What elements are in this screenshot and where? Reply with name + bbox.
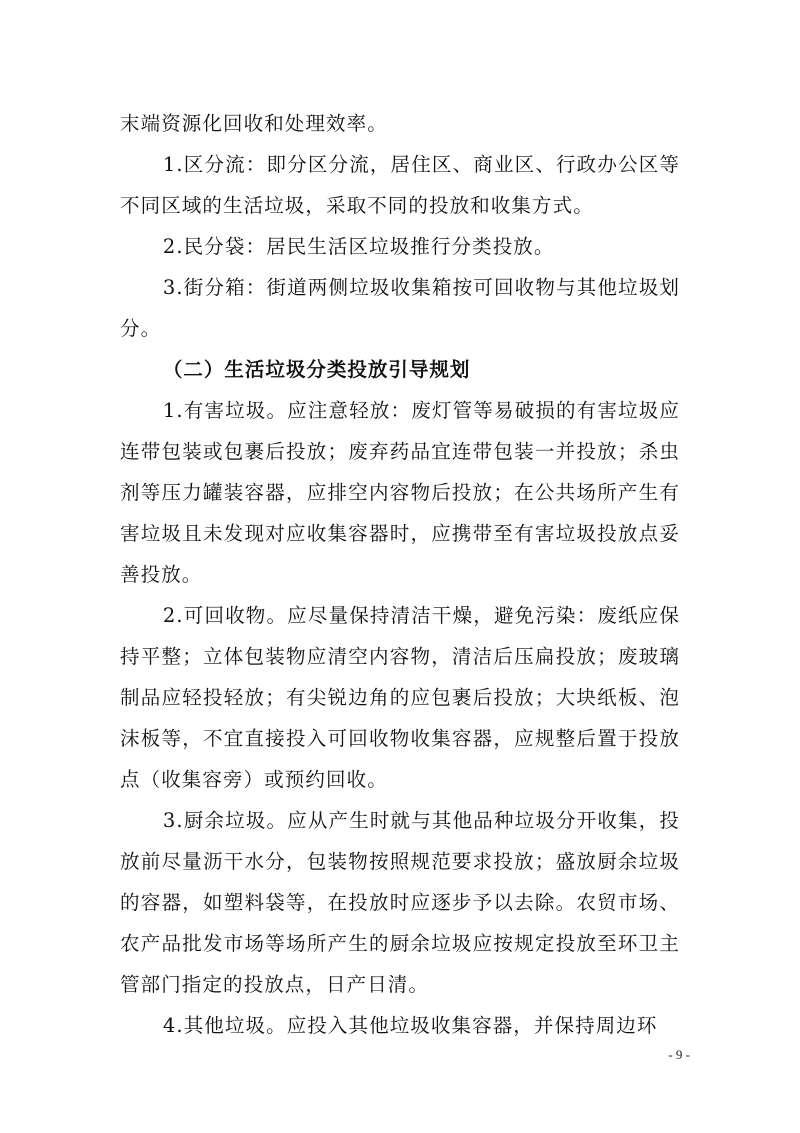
section-heading: （二）生活垃圾分类投放引导规划 xyxy=(162,358,471,381)
paragraph-street-bins: 3.街分箱：街道两侧垃圾收集箱按可回收物与其他垃圾划分。 xyxy=(120,276,680,340)
paragraph-continuation: 末端资源化回收和处理效率。 xyxy=(120,112,388,135)
page-number: - 9 - xyxy=(668,1047,690,1062)
paragraph-other-waste: 4.其他垃圾。应投入其他垃圾收集容器，并保持周边环 xyxy=(162,1014,658,1037)
paragraph-district-diversion: 1.区分流：即分区分流，居住区、商业区、行政办公区等不同区域的生活垃圾，采取不同的投放和收集方式。 xyxy=(120,153,680,217)
paragraph-household-bagging: 2.民分袋：居民生活区垃圾推行分类投放。 xyxy=(162,235,555,258)
body-text xyxy=(120,103,680,1046)
paragraph-hazardous-waste: 1.有害垃圾。应注意轻放：废灯管等易破损的有害垃圾应连带包装或包裹后投放；废弃药品宜连带包装一并投放；杀虫剂等压力罐装容器，应排空内容物后投放；在公共场所产生有害垃圾且未发现对应收集容器时，应携带至有害垃圾投放点妥善投放。 xyxy=(120,399,680,586)
paragraph-recyclables: 2.可回收物。应尽量保持清洁干燥，避免污染：废纸应保持平整；立体包装物应清空内容物，清洁后压扁投放；废玻璃制品应轻投轻放；有尖锐边角的应包裹后投放；大块纸板、泡沫板等，不宜直接投入可回收物收集容器，应规整后置于投放点（收集容旁）或预约回收。 xyxy=(120,604,680,791)
paragraph-kitchen-waste: 3.厨余垃圾。应从产生时就与其他品种垃圾分开收集，投放前尽量沥干水分，包装物按照规范要求投放；盛放厨余垃圾的容器，如塑料袋等，在投放时应逐步予以去除。农贸市场、农产品批发市场等场所产生的厨余垃圾应按规定投放至环卫主管部门指定的投放点，日产日清。 xyxy=(120,809,680,996)
